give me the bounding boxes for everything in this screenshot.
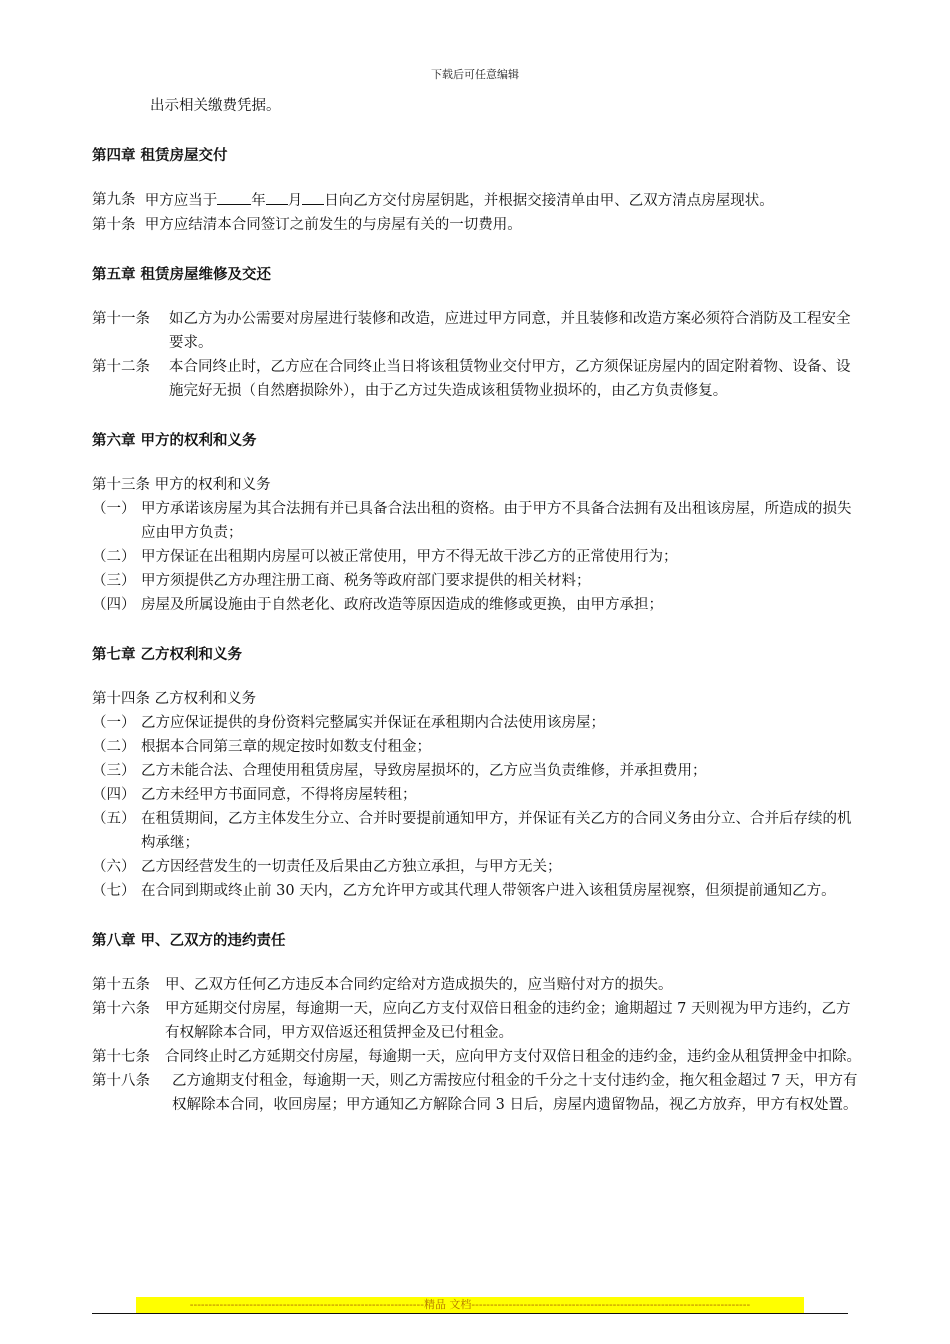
article-10-text: 甲方应结清本合同签订之前发生的与房屋有关的一切费用。	[144, 217, 522, 233]
list-item-number: （二）	[92, 739, 136, 755]
page-header: 下载后可任意编辑	[431, 68, 519, 81]
document-body	[92, 94, 862, 1117]
article-17-text: 合同终止时乙方延期交付房屋，每逾期一天，应向甲方支付双倍日租金的违约金，违约金从租赁押金中扣除。	[165, 1049, 861, 1065]
article-18-text: 乙方逾期支付租金，每逾期一天，则乙方需按应付租金的千分之十支付违约金，拖欠租金超过 7 天，甲方有权解除本合同，收回房屋；甲方通知乙方解除合同 3 日后，房屋内遗留物品，视乙方放弃，甲方有权处置。	[172, 1073, 858, 1113]
day-blank-month	[266, 188, 288, 205]
footer-divider	[92, 1313, 848, 1314]
article-18-number: 第十八条	[92, 1073, 160, 1089]
article-17	[92, 1045, 862, 1069]
article-17-number: 第十七条	[92, 1049, 155, 1065]
article-15-text: 甲、乙双方任何乙方违反本合同约定给对方造成损失的，应当赔付对方的损失。	[165, 977, 673, 993]
list-item	[92, 879, 862, 903]
chapter-7-title: 第七章 乙方权利和义务	[92, 647, 243, 663]
article-11	[92, 307, 862, 355]
article-16-number: 第十六条	[92, 1001, 155, 1017]
list-item	[92, 569, 862, 593]
article-9-part-3: 月	[287, 193, 303, 209]
list-item	[92, 759, 862, 783]
article-18	[92, 1069, 862, 1117]
list-item-number: （三）	[92, 573, 136, 589]
day-blank-day	[302, 188, 324, 205]
article-11-number: 第十一条	[92, 311, 160, 327]
list-item-text: 在合同到期或终止前 30 天内，乙方允许甲方或其代理人带领客户进入该租赁房屋视察，但须提前通知乙方。	[141, 883, 836, 899]
list-item-number: （四）	[92, 597, 136, 613]
list-item-number: （一）	[92, 715, 136, 731]
list-item	[92, 497, 862, 545]
list-item-text: 根据本合同第三章的规定按时如数支付租金；	[141, 739, 431, 755]
chapter-8-title: 第八章 甲、乙双方的违约责任	[92, 933, 286, 949]
article-13-heading: 第十三条 甲方的权利和义务	[92, 477, 271, 493]
list-item-number: （四）	[92, 787, 136, 803]
list-item-number: （六）	[92, 859, 136, 875]
list-item-text: 在租赁期间，乙方主体发生分立、合并时要提前通知甲方，并保证有关乙方的合同义务由分立、合并后存续的机构承继；	[141, 811, 852, 851]
article-15-number: 第十五条	[92, 977, 155, 993]
list-item-text: 甲方保证在出租期内房屋可以被正常使用，甲方不得无故干涉乙方的正常使用行为；	[141, 549, 678, 565]
list-item	[92, 545, 862, 569]
article-16-text: 甲方延期交付房屋，每逾期一天，应向乙方支付双倍日租金的违约金；逾期超过 7 天则视为甲方违约，乙方有权解除本合同，甲方双倍返还租赁押金及已付租金。	[165, 1001, 851, 1041]
list-item-text: 乙方因经营发生的一切责任及后果由乙方独立承担，与甲方无关；	[141, 859, 562, 875]
list-item-number: （五）	[92, 811, 136, 827]
article-12-text: 本合同终止时，乙方应在合同终止当日将该租赁物业交付甲方，乙方须保证房屋内的固定附着物、设备、设施完好无损（自然磨损除外），由于乙方过失造成该租赁物业损坏的，由乙方负责修复。	[169, 359, 851, 399]
list-item	[92, 855, 862, 879]
footer-banner: ---------------------------------------------------------------精品 文档---------------------------------------------------------------------------	[136, 1297, 804, 1313]
article-16	[92, 997, 862, 1045]
article-9-part-1: 甲方应当于	[144, 193, 218, 209]
list-item-text: 乙方未能合法、合理使用租赁房屋，导致房屋损坏的，乙方应当负责维修，并承担费用；	[141, 763, 707, 779]
list-item-number: （三）	[92, 763, 136, 779]
article-10	[92, 213, 862, 237]
article-14-heading: 第十四条 乙方权利和义务	[92, 691, 257, 707]
list-item	[92, 711, 862, 735]
list-item-text: 乙方应保证提供的身份资料完整属实并保证在承租期内合法使用该房屋；	[141, 715, 605, 731]
article-9	[92, 188, 862, 213]
list-item-number: （二）	[92, 549, 136, 565]
chapter-6-title: 第六章 甲方的权利和义务	[92, 433, 257, 449]
list-item-text: 房屋及所属设施由于自然老化、政府改造等原因造成的维修或更换，由甲方承担；	[141, 597, 663, 613]
article-10-number: 第十条	[92, 217, 145, 233]
article-11-text: 如乙方为办公需要对房屋进行装修和改造，应进过甲方同意，并且装修和改造方案必须符合消防及工程安全要求。	[169, 311, 851, 351]
chapter-5-title: 第五章 租赁房屋维修及交还	[92, 267, 272, 283]
article-9-part-2: 年	[251, 193, 266, 209]
article-15	[92, 973, 862, 997]
list-item-number: （七）	[92, 883, 136, 899]
list-item	[92, 735, 862, 759]
intro-line: 出示相关缴费凭据。	[150, 98, 281, 114]
article-9-part-4: 日向乙方交付房屋钥匙，并根据交接清单由甲、乙双方清点房屋现状。	[324, 193, 774, 209]
day-blank-year	[217, 188, 251, 205]
list-item	[92, 593, 862, 617]
article-12	[92, 355, 862, 403]
list-item	[92, 807, 862, 855]
list-item	[92, 783, 862, 807]
list-item-text: 乙方未经甲方书面同意，不得将房屋转租；	[141, 787, 417, 803]
article-12-number: 第十二条	[92, 359, 160, 375]
list-item-number: （一）	[92, 501, 136, 517]
article-9-number: 第九条	[92, 192, 145, 208]
article-9-text	[145, 188, 862, 213]
list-item-text: 甲方承诺该房屋为其合法拥有并已具备合法出租的资格。由于甲方不具备合法拥有及出租该房屋，所造成的损失应由甲方负责；	[141, 501, 852, 541]
list-item-text: 甲方须提供乙方办理注册工商、税务等政府部门要求提供的相关材料；	[141, 573, 591, 589]
chapter-4-title: 第四章 租赁房屋交付	[92, 148, 228, 164]
